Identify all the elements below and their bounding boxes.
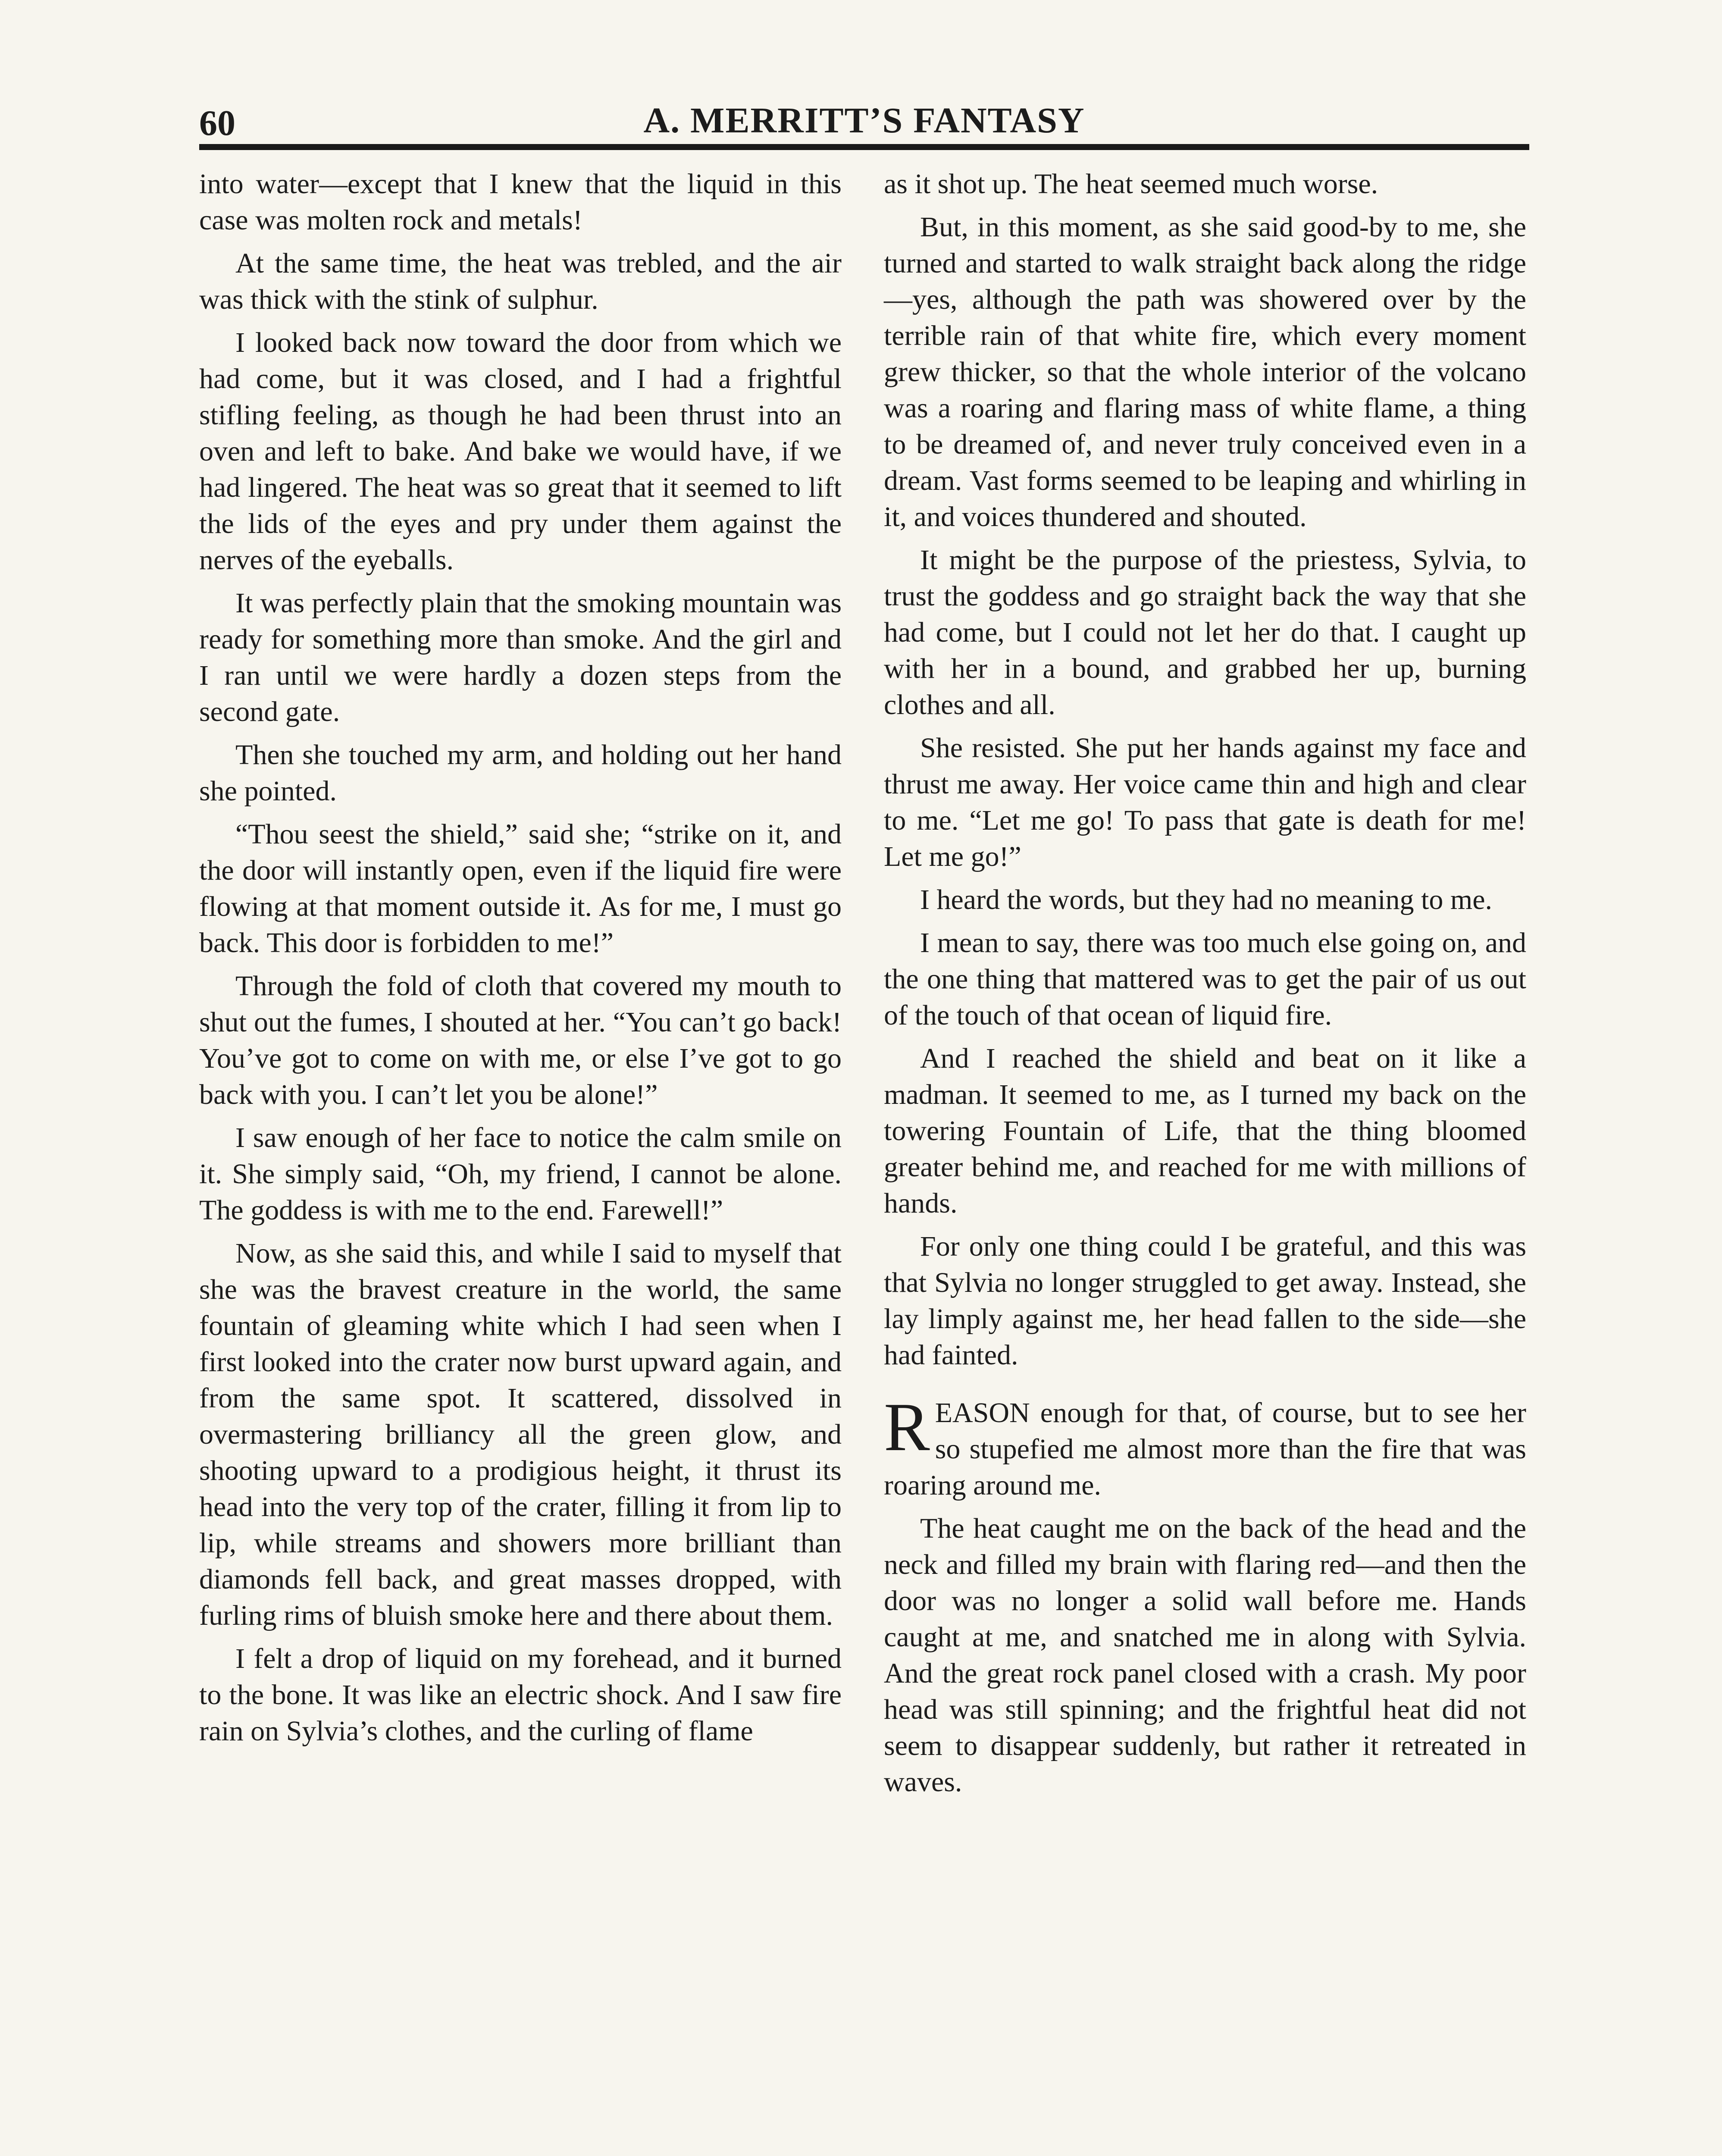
paragraph: into water—except that I knew that the liquid in this case was molten rock and metals! bbox=[199, 168, 842, 236]
running-title: A. MERRITT’S FANTASY bbox=[643, 100, 1085, 141]
paragraph: I saw enough of her face to notice the calm smile on it. She simply said, “Oh, my friend, I cannot be alone. The goddess is with me to the end. Farewell!” bbox=[199, 1122, 842, 1226]
paragraph: I felt a drop of liquid on my forehead, and it burned to the bone. It was like an electric shock. And I saw fire rain on Sylvia’s clothes, and the curling of flame bbox=[199, 1643, 842, 1747]
paragraph: For only one thing could I be grateful, and this was that Sylvia no longer struggled to get away. Instead, she lay limply against me, her head fallen to the side—she had fainted. bbox=[884, 1231, 1526, 1371]
paragraph: It was perfectly plain that the smoking mountain was ready for something more than smoke. And the girl and I ran until we were hardly a dozen steps from the second gate. bbox=[199, 587, 842, 727]
paragraph: At the same time, the heat was trebled, and the air was thick with the stink of sulphur. bbox=[199, 248, 842, 315]
paragraph: But, in this moment, as she said good-by to me, she turned and started to walk straight back along the ridge—yes, although the path was showered over by the terrible rain of that white fire, which every moment grew thicker, so that the whole interior of the volcano was a roaring and flaring mass of white flame, a thing to be dreamed of, and never truly conceived even in a dream. Vast forms seemed to be leaping and whirling in it, and voices thundered and shouted. bbox=[884, 211, 1526, 533]
paragraph: She resisted. She put her hands against my face and thrust me away. Her voice came thin and high and clear to me. “Let me go! To pass that gate is death for me! Let me go!” bbox=[884, 732, 1526, 872]
paragraph: And I reached the shield and beat on it like a madman. It seemed to me, as I turned my back on the towering Fountain of Life, that the thing bloomed greater behind me, and reached for me with millions of hands. bbox=[884, 1043, 1526, 1219]
paragraph-text: enough for that, of course, but to see her so stupefied me almost more than the fire that was roaring around me. bbox=[884, 1397, 1526, 1501]
drop-cap: R bbox=[884, 1388, 930, 1465]
paragraph: I heard the words, but they had no meaning to me. bbox=[920, 884, 1492, 915]
paragraph: “Thou seest the shield,” said she; “strike on it, and the door will instantly open, even if the liquid fire were flowing at that moment outside it. As for me, I must go back. This door is forbidden to me!” bbox=[199, 818, 842, 959]
paragraph: as it shot up. The heat seemed much worse. bbox=[884, 168, 1378, 200]
paragraph: Through the fold of cloth that covered my mouth to shut out the fumes, I shouted at her. “You can’t go back! You’ve got to come on with me, or else I’ve got to go back with you. I can’t let you be alone!” bbox=[199, 970, 842, 1110]
paragraph: I looked back now toward the door from which we had come, but it was closed, and I had a frightful stifling feeling, as though he had been thrust into an oven and left to bake. And bake we would have, if we had lingered. The heat was so great that it seemed to lift the lids of the eyes and pry under them against the nerves of the eyeballs. bbox=[199, 327, 842, 576]
right-column bbox=[884, 166, 1526, 1807]
page-number: 60 bbox=[199, 103, 235, 143]
paragraph: Then she touched my arm, and holding out her hand she pointed. bbox=[199, 739, 842, 807]
paragraph: I mean to say, there was too much else going on, and the one thing that mattered was to get the pair of us out of the touch of that ocean of liquid fire. bbox=[884, 927, 1526, 1031]
page-header bbox=[199, 98, 1529, 141]
header-rule bbox=[199, 144, 1529, 150]
paragraph: Now, as she said this, and while I said to myself that she was the bravest creature in the world, the same fountain of gleaming white which I had seen when I first looked into the crater now burst upward again, and from the same spot. It scattered, dissolved in overmastering brilliancy all the green glow, and shooting upward to a prodigious height, it thrust its head into the very top of the crater, filling it from lip to lip, while streams and showers more brilliant than diamonds fell back, and great masses dropped, with furling rims of bluish smoke here and there about them. bbox=[199, 1238, 842, 1631]
initial-caps: EASON bbox=[935, 1397, 1030, 1429]
left-column bbox=[199, 166, 842, 1756]
paragraph: It might be the purpose of the priestess, Sylvia, to trust the goddess and go straight back the way that she had come, but I could not let her do that. I caught up with her in a bound, and grabbed her up, burning clothes and all. bbox=[884, 544, 1526, 721]
paragraph: The heat caught me on the back of the head and the neck and filled my brain with flaring red—and then the door was no longer a solid wall before me. Hands caught at me, and snatched me in along with Sylvia. And the great rock panel closed with a crash. My poor head was still spinning; and the frightful heat did not seem to disappear suddenly, but rather it retreated in waves. bbox=[884, 1513, 1526, 1798]
section-opening-paragraph bbox=[884, 1388, 1526, 1504]
